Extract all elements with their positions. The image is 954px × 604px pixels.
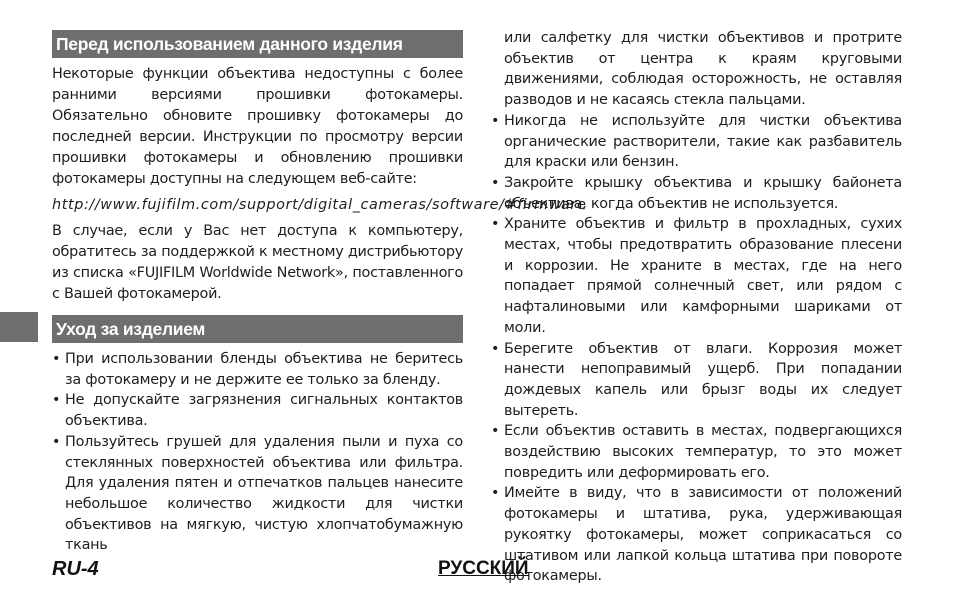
list-item: • Если объектив оставить в местах, подвергающихся воздействию высоких температур, то это может повредить или деформировать его. <box>491 423 902 481</box>
firmware-paragraph: Некоторые функции объектива недоступны с более ранними версиями прошивки фотокамеры. Обязательно обновите прошивку фотокамеры до последней версии. Инструкции по просмотру версии прошивки фотокамеры и обновлению прошивки фотокамеры доступны на следующем веб-сайте: <box>52 66 463 187</box>
care-list-right <box>491 111 902 587</box>
list-item-continuation: или салфетку для чистки объективов и протрите объектив от центра к краям круговыми движениями, соблюдая осторожность, не оставляя разводов и не касаясь стекла пальцами. <box>504 30 902 109</box>
language-label: РУССКИЙ <box>438 558 529 579</box>
list-item: • Закройте крышку объектива и крышку байонета объектива, когда объектив не используется. <box>491 174 902 212</box>
bullet-icon: • <box>491 423 500 440</box>
list-item: • Никогда не используйте для чистки объектива органические растворители, такие как разбавитель для краски или бензин. <box>491 112 902 171</box>
list-item: • При использовании бленды объектива не беритесь за фотокамеру и не держите ее только за бленду. <box>52 351 463 388</box>
left-column <box>52 30 587 556</box>
bullet-icon: • <box>491 485 500 502</box>
list-item: • Не допускайте загрязнения сигнальных контактов объектива. <box>52 392 463 430</box>
right-column <box>491 28 902 587</box>
bullet-icon: • <box>52 351 61 367</box>
list-item: • Берегите объектив от влаги. Коррозия может нанести непоправимый ущерб. При попадании дождевых капель или брызг воды их следует вытереть. <box>491 340 902 419</box>
care-list-left <box>52 349 463 556</box>
section-heading-before-use: Перед использованием данного изделия <box>52 30 463 58</box>
language-tab-marker <box>0 312 38 342</box>
list-item: • Храните объектив и фильтр в прохладных, сухих местах, чтобы предотвратить образование плесени и коррозии. Не храните в местах, где на него попадает прямой солнечный свет, или рядом с нафталиновыми или камфорными шариками от моли. <box>491 216 902 336</box>
bullet-icon: • <box>491 340 500 357</box>
bullet-icon: • <box>491 216 500 233</box>
page-number: RU-4 <box>52 558 99 580</box>
section-heading-care: Уход за изделием <box>52 315 463 343</box>
bullet-icon: • <box>491 112 500 129</box>
list-item: • Имейте в виду, что в зависимости от положений фотокамеры и штатива, рука, удерживающая рукоятку фотокамеры, может соприкасаться со штативом или лапкой кольца штатива при повороте фотокамеры. <box>491 485 902 585</box>
bullet-icon: • <box>52 392 61 409</box>
support-paragraph: В случае, если у Вас нет доступа к компьютеру, обратитесь за поддержкой к местному дистрибьютору из списка «FUJIFILM Worldwide Network», поставленного с Вашей фотокамерой. <box>52 223 463 302</box>
bullet-icon: • <box>491 174 500 191</box>
firmware-url[interactable]: http://www.fujifilm.com/support/digital_cameras/software/#firmware <box>52 197 587 213</box>
bullet-icon: • <box>52 433 61 450</box>
list-item: • Пользуйтесь грушей для удаления пыли и пуха со стеклянных поверхностей объектива или фильтра. Для удаления пятен и отпечатков пальцев нанесите небольшое количество жидкости для чистки объективов на мягкую, чистую хлопчатобумажную ткань <box>52 433 463 554</box>
